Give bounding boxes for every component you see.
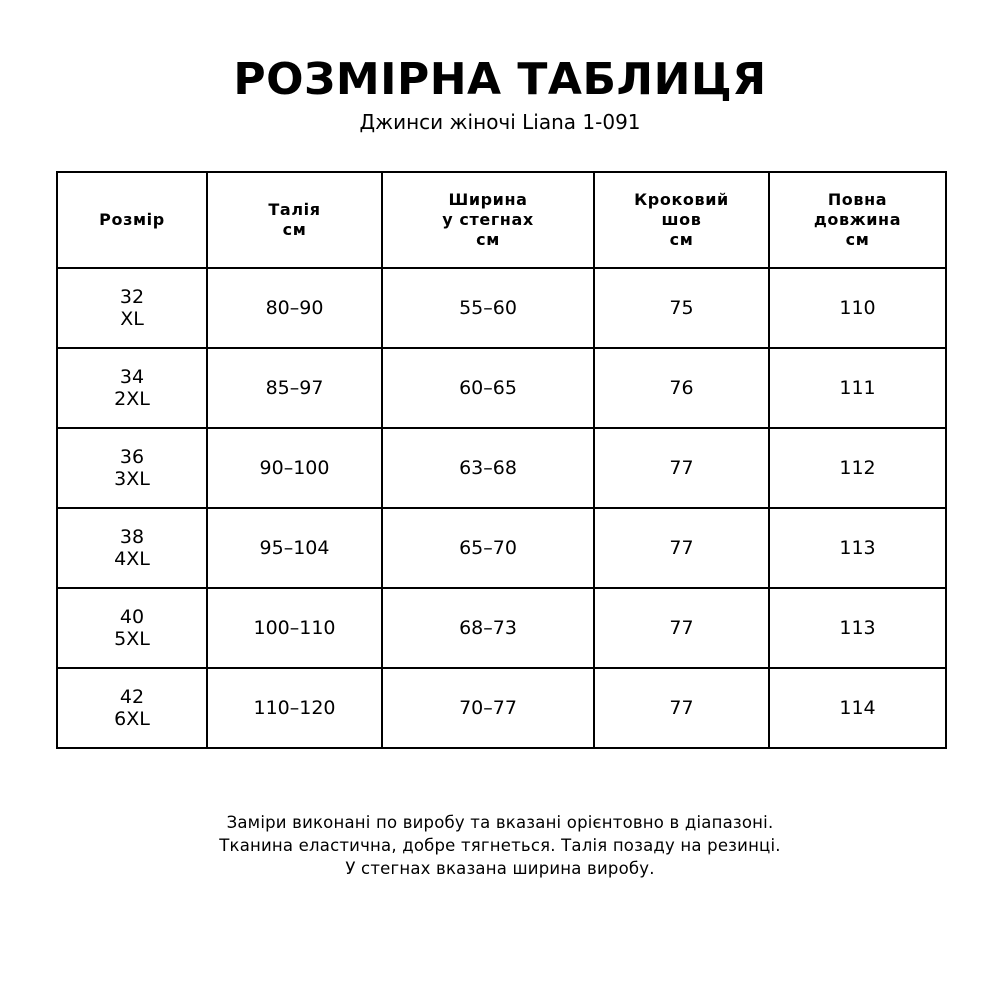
- cell-size: [57, 508, 207, 588]
- header-hips: [382, 172, 594, 268]
- header-hips-line-2: у стегнах: [442, 210, 534, 229]
- cell-waist: 80–90: [207, 268, 382, 348]
- cell-length: 113: [769, 588, 946, 668]
- header-waist-line-1: Талія: [268, 200, 321, 219]
- header-length-line-2: довжина: [813, 210, 902, 229]
- table-header-row: [57, 172, 946, 268]
- table-row: [57, 508, 946, 588]
- header-size-line-1: Розмір: [99, 210, 165, 229]
- header-hips-line-3: см: [476, 230, 500, 249]
- size-number: 36: [119, 446, 145, 468]
- cell-length: 110: [769, 268, 946, 348]
- header-inseam-line-2: шов: [661, 210, 702, 229]
- header-length-line-3: см: [845, 230, 870, 249]
- cell-length: 112: [769, 428, 946, 508]
- header-inseam-line-1: Кроковий: [634, 190, 729, 209]
- cell-inseam: 75: [594, 268, 769, 348]
- cell-inseam: 77: [594, 508, 769, 588]
- size-label: XL: [120, 308, 144, 330]
- size-number: 40: [119, 606, 145, 628]
- cell-hips: 68–73: [382, 588, 594, 668]
- cell-hips: 55–60: [382, 268, 594, 348]
- size-label: 2XL: [114, 388, 150, 410]
- header-waist-line-2: см: [282, 220, 307, 239]
- note-line: У стегнах вказана ширина виробу.: [345, 859, 655, 878]
- header-hips-line-1: Ширина: [448, 190, 528, 209]
- cell-waist: 100–110: [207, 588, 382, 668]
- cell-waist: 95–104: [207, 508, 382, 588]
- header-length-line-1: Повна: [827, 190, 888, 209]
- size-number: 38: [119, 526, 145, 548]
- size-label: 5XL: [114, 628, 150, 650]
- size-table: [56, 171, 947, 749]
- size-label: 4XL: [114, 548, 150, 570]
- cell-size: [57, 428, 207, 508]
- header-length: [769, 172, 946, 268]
- size-number: 42: [119, 686, 145, 708]
- cell-inseam: 77: [594, 668, 769, 748]
- product-subtitle: Джинси жіночі Liana 1-091: [359, 110, 641, 134]
- cell-hips: 65–70: [382, 508, 594, 588]
- cell-length: 113: [769, 508, 946, 588]
- notes-block: [0, 811, 1000, 880]
- size-number: 34: [119, 366, 145, 388]
- note-line: Тканина еластична, добре тягнеться. Талія позаду на резинці.: [219, 836, 781, 855]
- table-row: [57, 588, 946, 668]
- header-inseam-line-3: см: [669, 230, 694, 249]
- cell-hips: 70–77: [382, 668, 594, 748]
- cell-hips: 63–68: [382, 428, 594, 508]
- table-row: [57, 268, 946, 348]
- size-label: 6XL: [114, 708, 150, 730]
- cell-inseam: 77: [594, 428, 769, 508]
- note-line: Заміри виконані по виробу та вказані орієнтовно в діапазоні.: [226, 813, 774, 832]
- cell-size: [57, 268, 207, 348]
- header-inseam: [594, 172, 769, 268]
- size-number: 32: [119, 286, 145, 308]
- cell-inseam: 76: [594, 348, 769, 428]
- header-size: [57, 172, 207, 268]
- cell-length: 114: [769, 668, 946, 748]
- cell-size: [57, 348, 207, 428]
- cell-inseam: 77: [594, 588, 769, 668]
- cell-length: 111: [769, 348, 946, 428]
- page-title: РОЗМІРНА ТАБЛИЦЯ: [233, 54, 767, 105]
- size-label: 3XL: [114, 468, 150, 490]
- table-row: [57, 348, 946, 428]
- cell-waist: 85–97: [207, 348, 382, 428]
- cell-hips: 60–65: [382, 348, 594, 428]
- cell-size: [57, 668, 207, 748]
- table-row: [57, 668, 946, 748]
- cell-size: [57, 588, 207, 668]
- table-row: [57, 428, 946, 508]
- cell-waist: 90–100: [207, 428, 382, 508]
- cell-waist: 110–120: [207, 668, 382, 748]
- header-waist: [207, 172, 382, 268]
